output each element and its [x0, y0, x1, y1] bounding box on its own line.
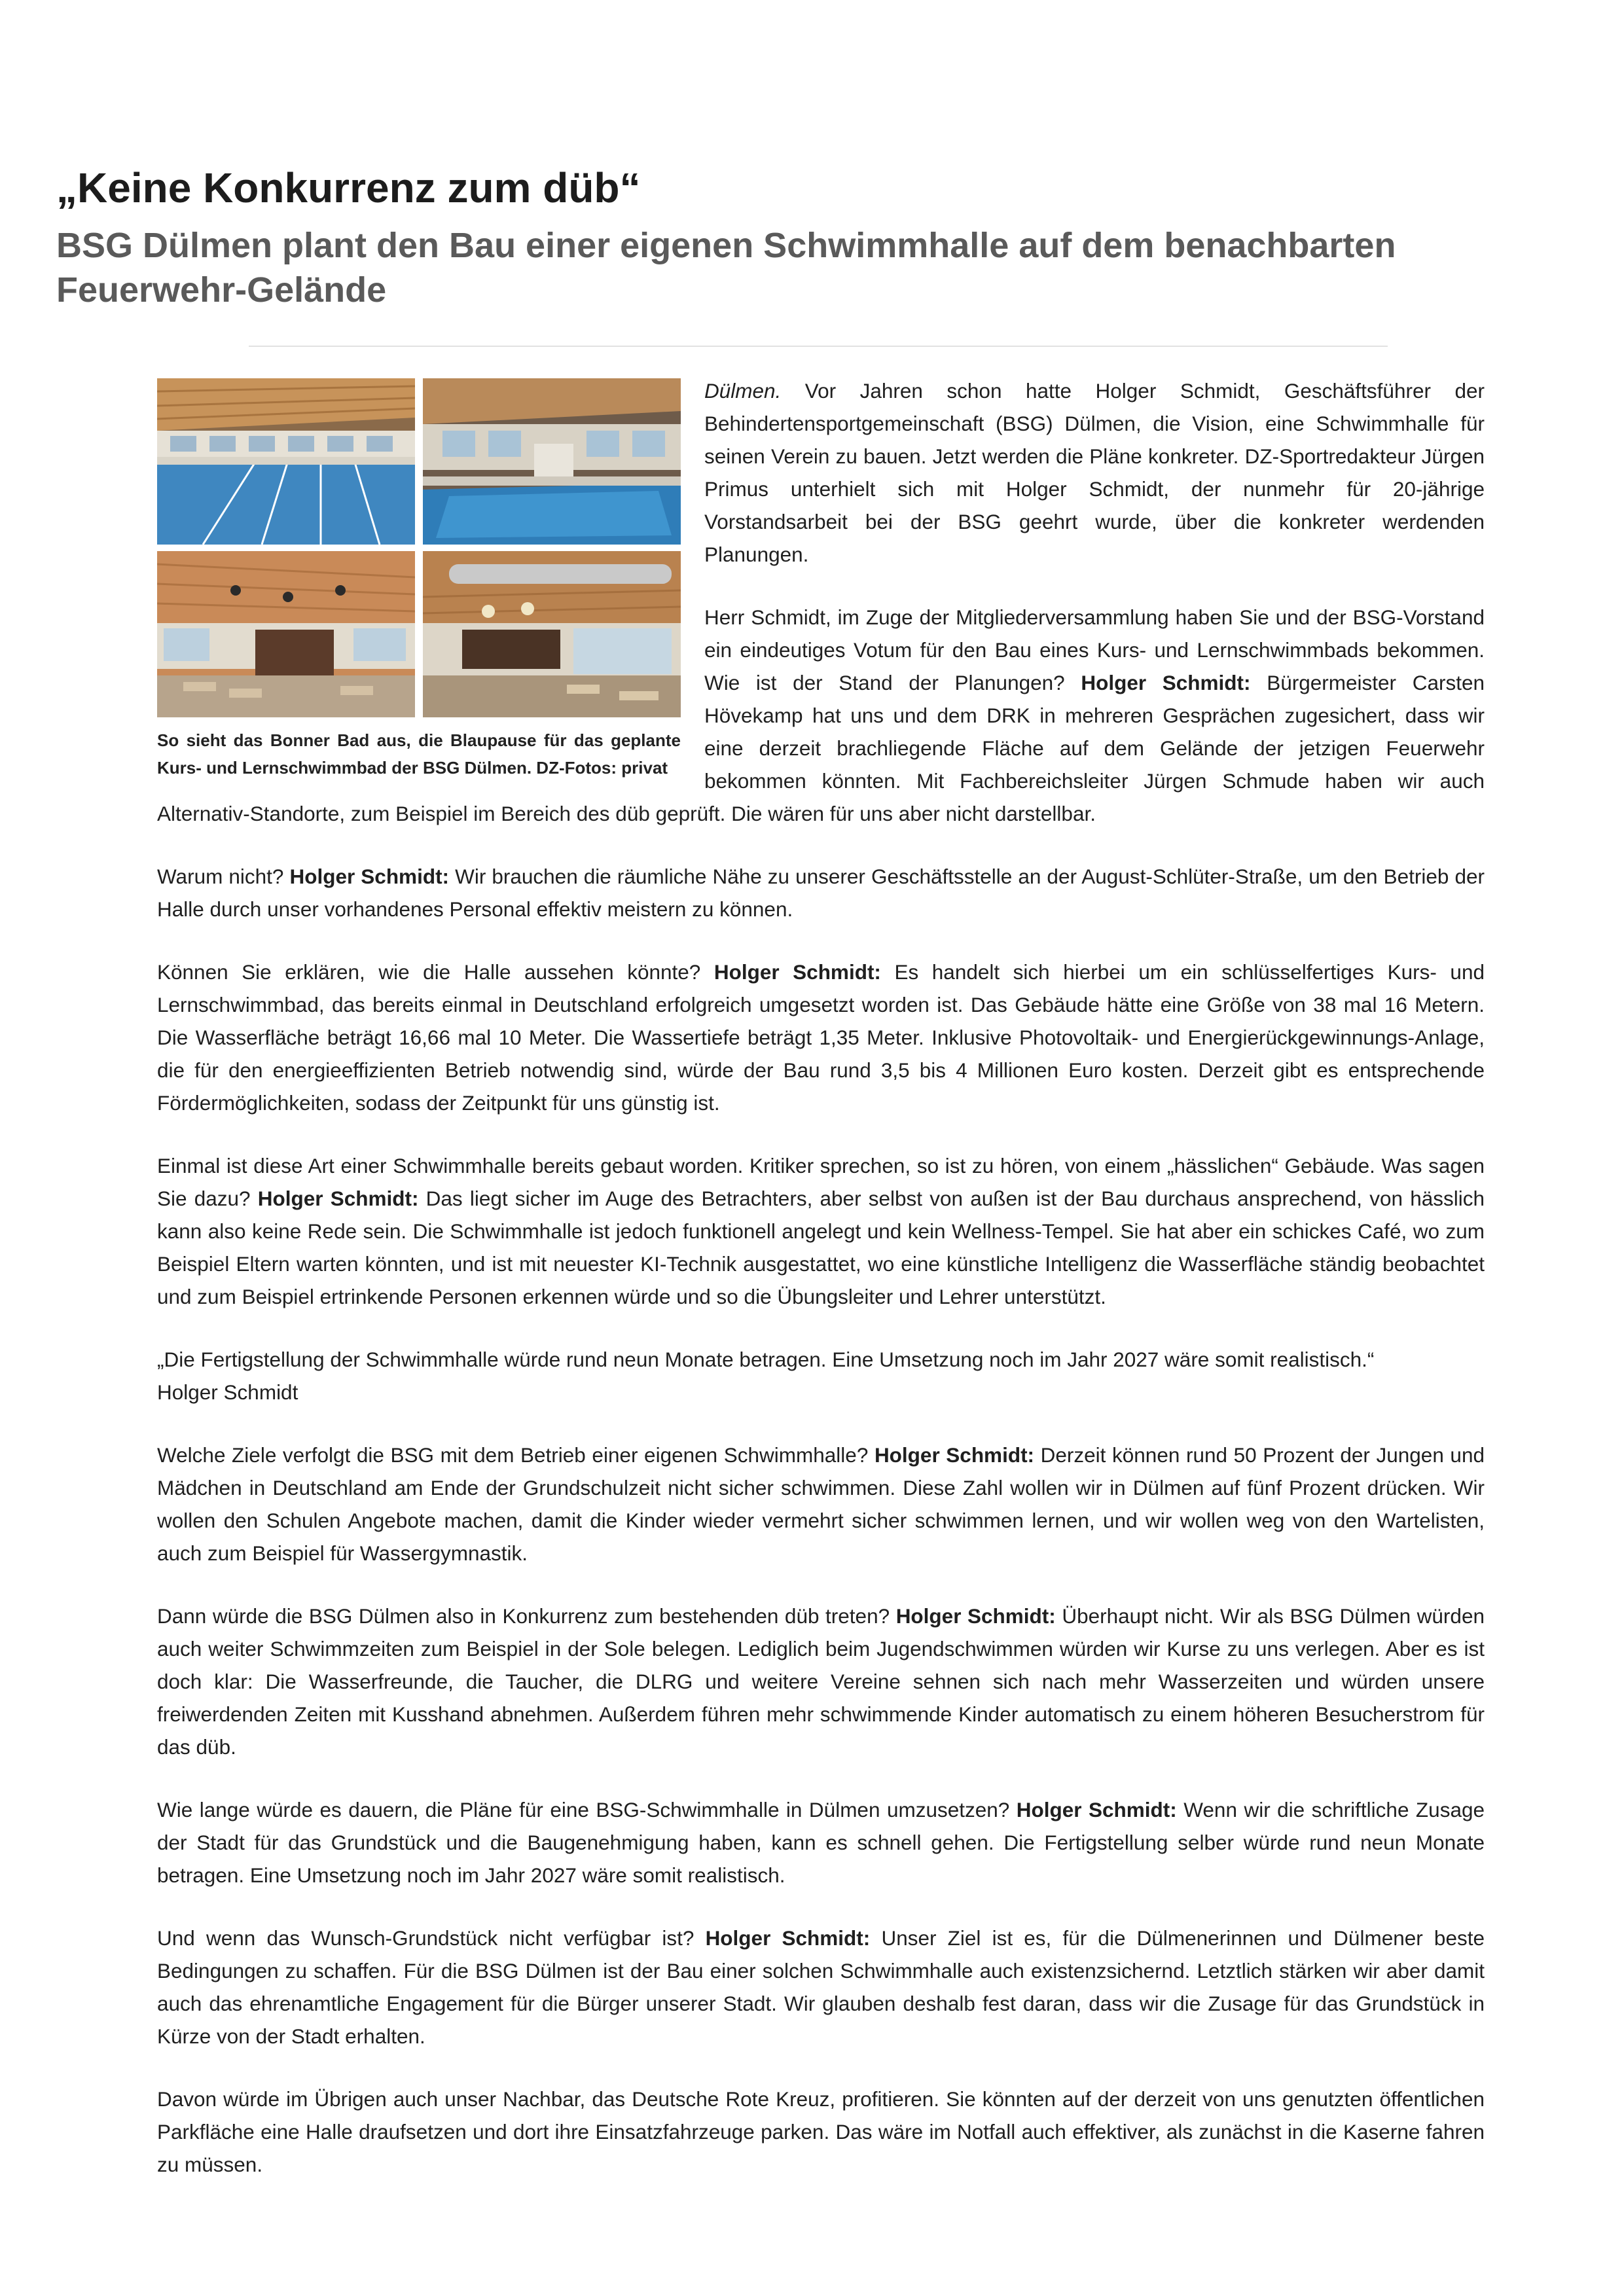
dateline: Dülmen.	[704, 379, 782, 403]
question: Einmal ist diese Art einer Schwimmhalle bereits gebaut worden. Kritiker sprechen, so ist zu hören, von einem „hässlichen“ Gebäude. Was sagen Sie dazu?	[157, 1154, 1485, 1210]
answer: Unser Ziel ist es, für die Dülmenerinnen und Dülmener beste Bedingungen zu schaffen. Für die BSG Dülmen ist der Bau einer solchen Schwimmhalle auch existenzsichernd. Letztlich stärken wir aber damit auch das ehrenamtliche Engagement für die Bürger unserer Stadt. Wir glauben deshalb fest daran, dass wir die Zusage für das Grundstück in Kürze von der Stadt erhalten.	[157, 1926, 1485, 2048]
closing-paragraph: Davon würde im Übrigen auch unser Nachbar, das Deutsche Rote Kreuz, profitieren. Sie könnten auf der derzeit von uns genutzten öffentlichen Parkfläche eine Halle draufsetzen und dort ihre Einsatzfahrzeuge parken. Das wäre im Notfall auch effektiver, als zunächst in die Kaserne fahren zu müssen.	[157, 2087, 1485, 2176]
answer: Wenn wir die schriftliche Zusage der Stadt für das Grundstück und die Baugenehmigung haben, kann es schnell gehen. Die Fertigstellung selber würde rund neun Monate betragen. Eine Umsetzung noch im Jahr 2027 wäre somit realistisch.	[157, 1798, 1485, 1887]
quote-text: „Die Fertigstellung der Schwimmhalle würde rund neun Monate betragen. Eine Umsetzung noch im Jahr 2027 wäre somit realistisch.“	[157, 1348, 1375, 1371]
question: Und wenn das Wunsch-Grundstück nicht verfügbar ist?	[157, 1926, 706, 1950]
speaker-label: Holger Schmidt:	[874, 1443, 1035, 1467]
photo-pool-hall-wide	[423, 378, 681, 545]
quote-author: Holger Schmidt	[157, 1380, 298, 1404]
qa-paragraph	[157, 1149, 1485, 1313]
intro-text: Vor Jahren schon hatte Holger Schmidt, Geschäftsführer der Behindertensportgemeinschaft (BSG) Dülmen, die Vision, eine Schwimmhalle für seinen Verein zu bauen. Jetzt werden die Pläne konkreter. DZ-Sportredakteur Jürgen Primus unterhielt sich mit Holger Schmidt, der nunmehr für 20-jährige Vorstandsarbeit bei der BSG geehrt wurde, über die konkreter werdenden Planungen.	[704, 379, 1485, 566]
speaker-label: Holger Schmidt:	[713, 960, 881, 984]
answer: Bürgermeister Carsten Hövekamp hat uns und dem DRK in mehreren Gesprächen zugesichert, dass wir eine derzeit brachliegende Fläche auf dem Gelände der jetzigen Feuerwehr bekommen könnten. Mit Fachbereichsleiter Jürgen Schmude haben wir auch Alternativ-Standorte, zum Beispiel im Bereich des düb geprüft. Die wären für uns aber nicht darstellbar.	[157, 671, 1485, 825]
question: Wie lange würde es dauern, die Pläne für eine BSG-Schwimmhalle in Dülmen umzusetzen?	[157, 1798, 1017, 1821]
photo-caption: So sieht das Bonner Bad aus, die Blaupause für das geplante Kurs- und Lernschwimmbad der BSG Dülmen. DZ-Fotos: privat	[157, 730, 681, 778]
question: Welche Ziele verfolgt die BSG mit dem Betrieb einer eigenen Schwimmhalle?	[157, 1443, 875, 1467]
article-body	[157, 374, 1485, 2211]
speaker-label: Holger Schmidt:	[705, 1926, 871, 1950]
speaker-label: Holger Schmidt:	[1016, 1798, 1177, 1821]
answer: Das liegt sicher im Auge des Betrachters, aber selbst von außen ist der Bau durchaus ansprechend, von hässlich kann also keine Rede sein. Die Schwimmhalle ist jedoch funktionell angelegt und kein Wellness-Tempel. Sie hat aber ein schickes Café, wo zum Beispiel Eltern warten könnten, und ist mit neuester KI-Technik ausgestattet, wo eine künstliche Intelligenz die Wasserfläche ständig beobachtet und zum Beispiel ertrinkende Personen erkennen würde und so die Übungsleiter und Lehrer unterstützt.	[157, 1187, 1485, 1308]
qa-paragraph	[157, 1600, 1485, 1763]
qa-paragraph	[157, 956, 1485, 1119]
subheadline: BSG Dülmen plant den Bau einer eigenen Schwimmhalle auf dem benachbarten Feuerwehr-Gelände	[56, 226, 1396, 310]
qa-paragraph	[157, 1439, 1485, 1570]
speaker-label: Holger Schmidt:	[257, 1187, 419, 1210]
qa-paragraph	[157, 1793, 1485, 1892]
question: Dann würde die BSG Dülmen also in Konkurrenz zum bestehenden düb treten?	[157, 1604, 896, 1628]
photo-figure	[157, 378, 681, 781]
headline: „Keine Konkurrenz zum düb“	[56, 164, 641, 211]
speaker-label: Holger Schmidt:	[1081, 671, 1251, 694]
speaker-label: Holger Schmidt:	[895, 1604, 1056, 1628]
qa-paragraph	[157, 1922, 1485, 2053]
photo-collage	[157, 378, 681, 717]
pull-quote	[157, 1343, 1485, 1408]
question: Warum nicht?	[157, 865, 290, 888]
speaker-label: Holger Schmidt:	[289, 865, 450, 888]
answer: Es handelt sich hierbei um ein schlüsselfertiges Kurs- und Lernschwimmbad, das bereits einmal in Deutschland erfolgreich umgesetzt worden ist. Das Gebäude hätte eine Größe von 38 mal 16 Metern. Die Wasserfläche beträgt 16,66 mal 10 Meter. Die Wassertiefe beträgt 1,35 Meter. Inklusive Photovoltaik- und Energierückgewinnungs-Anlage, die für den energieeffizienten Betrieb notwendig sind, würde der Bau rund 3,5 bis 4 Millionen Euro kosten. Derzeit gibt es entsprechende Fördermöglichkeiten, sodass der Zeitpunkt für uns günstig ist.	[157, 960, 1485, 1115]
headline-divider	[249, 346, 1388, 347]
answer: Wir brauchen die räumliche Nähe zu unserer Geschäftsstelle an der August-Schlüter-Straße, um den Betrieb der Halle durch unser vorhandenes Personal effektiv meistern zu können.	[157, 865, 1485, 921]
photo-pool-hall-lanes	[157, 378, 415, 545]
question: Können Sie erklären, wie die Halle aussehen könnte?	[157, 960, 714, 984]
photo-cafe-ceiling	[157, 551, 415, 717]
qa-paragraph	[157, 860, 1485, 925]
photo-cafe-counter	[423, 551, 681, 717]
question: Herr Schmidt, im Zuge der Mitgliederversammlung haben Sie und der BSG-Vorstand ein eindeutiges Votum für den Bau eines Kurs- und Lernschwimmbads bekommen. Wie ist der Stand der Planungen?	[704, 605, 1485, 694]
answer: Derzeit können rund 50 Prozent der Jungen und Mädchen in Deutschland am Ende der Grundschulzeit nicht sicher schwimmen. Diese Zahl wollen wir in Dülmen auf fünf Prozent drücken. Wir wollen den Schulen Angebote machen, damit die Kinder wieder vermehrt sicher schwimmen lernen, und wir wollen weg von den Wartelisten, auch zum Beispiel für Wassergymnastik.	[157, 1443, 1485, 1565]
answer: Überhaupt nicht. Wir als BSG Dülmen würden auch weiter Schwimmzeiten zum Beispiel in der Sole belegen. Lediglich beim Jugendschwimmen würden wir Kurse zu uns verlegen. Aber es ist doch klar: Die Wasserfreunde, die Taucher, die DLRG und weitere Vereine sehnen sich nach mehr Wasserzeiten und würden unsere freiwerdenden Zeiten mit Kusshand abnehmen. Außerdem führen mehr schwimmende Kinder automatisch zu einem höheren Besucherstrom für das düb.	[157, 1604, 1485, 1759]
